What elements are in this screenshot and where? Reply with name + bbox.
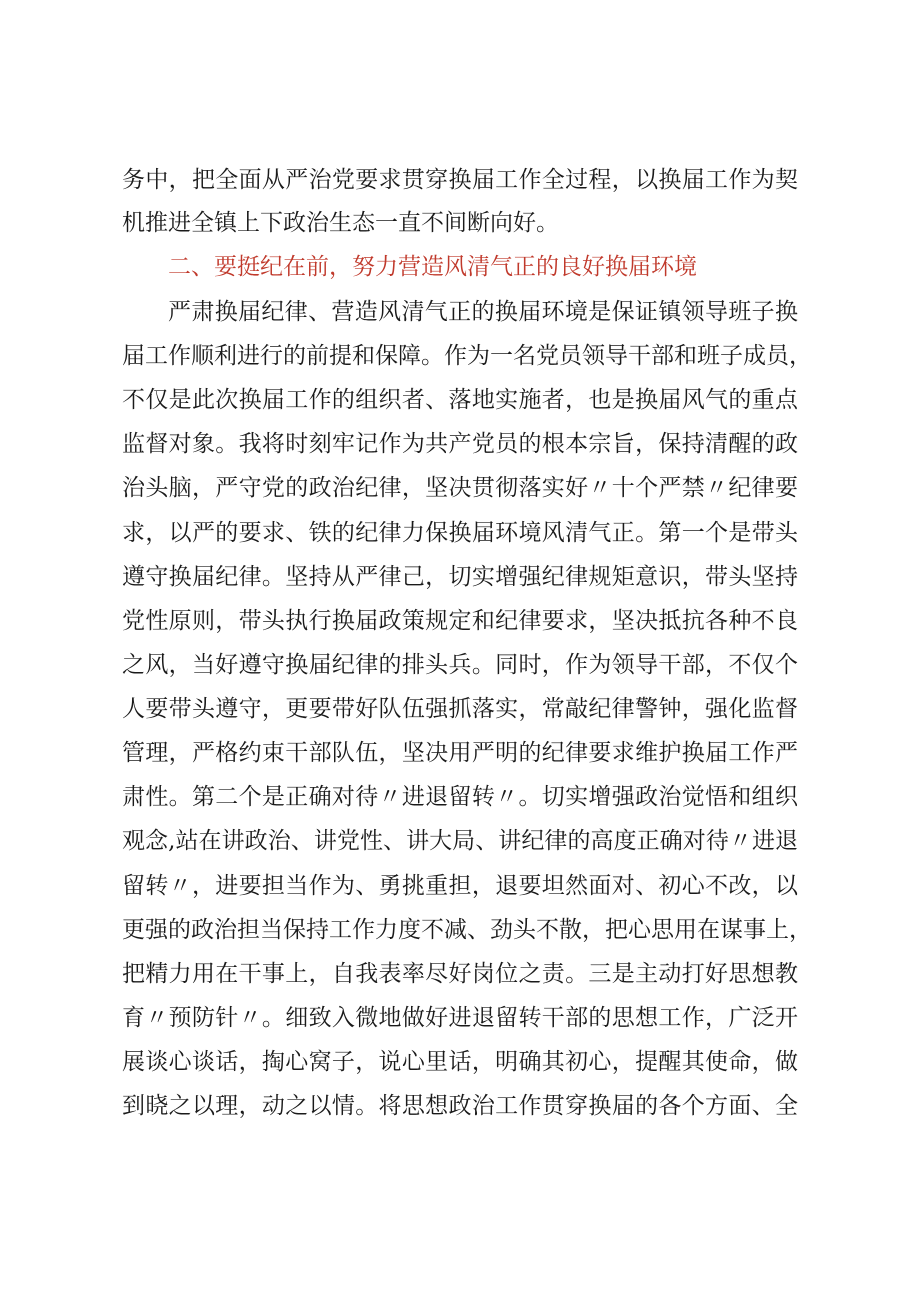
body-line: 观念,站在讲政治、讲党性、讲大局、讲纪律的高度正确对待〃进退 <box>122 828 798 854</box>
body-line: 更强的政治担当保持工作力度不减、劲头不散，把心思用在谋事上， <box>122 917 812 943</box>
body-line: 届工作顺利进行的前提和保障。作为一名党员领导干部和班子成员， <box>122 343 812 369</box>
body-line: 严肃换届纪律、营造风清气正的换届环境是保证镇领导班子换 <box>168 299 798 325</box>
continuation-line-2: 机推进全镇上下政治生态一直不间断向好。 <box>122 210 559 236</box>
body-line: 展谈心谈话，掏心窝子，说心里话，明确其初心，提醒其使命，做 <box>122 1049 798 1075</box>
body-line: 求，以严的要求、铁的纪律力保换届环境风清气正。第一个是带头 <box>122 520 798 546</box>
body-line: 遵守换届纪律。坚持从严律己，切实增强纪律规矩意识，带头坚持 <box>122 564 798 590</box>
continuation-line-1: 务中，把全面从严治党要求贯穿换届工作全过程，以换届工作为契 <box>122 167 798 193</box>
body-line: 之风，当好遵守换届纪律的排头兵。同时，作为领导干部，不仅个 <box>122 652 798 678</box>
body-line: 监督对象。我将时刻牢记作为共产党员的根本宗旨，保持清醒的政 <box>122 431 798 457</box>
body-line: 到晓之以理，动之以情。将思想政治工作贯穿换届的各个方面、全 <box>122 1093 798 1119</box>
body-line: 管理，严格约束干部队伍，坚决用严明的纪律要求维护换届工作严 <box>122 740 798 766</box>
body-line: 育〃预防针〃。细致入微地做好进退留转干部的思想工作，广泛开 <box>122 1005 798 1031</box>
body-line: 党性原则，带头执行换届政策规定和纪律要求，坚决抵抗各种不良 <box>122 608 798 634</box>
body-line: 治头脑，严守党的政治纪律，坚决贯彻落实好〃十个严禁〃纪律要 <box>122 475 798 501</box>
section-heading: 二、要挺纪在前，努力营造风清气正的良好换届环境 <box>168 254 697 280</box>
body-line: 肃性。第二个是正确对待〃进退留转〃。切实增强政治觉悟和组织 <box>122 784 798 810</box>
body-line: 留转〃，进要担当作为、勇挑重担，退要坦然面对、初心不改，以 <box>122 873 798 899</box>
body-line: 不仅是此次换届工作的组织者、落地实施者，也是换届风气的重点 <box>122 387 798 413</box>
body-line: 人要带头遵守，更要带好队伍强抓落实，常敲纪律警钟，强化监督 <box>122 696 798 722</box>
body-line: 把精力用在干事上，自我表率尽好岗位之责。三是主动打好思想教 <box>122 961 798 987</box>
